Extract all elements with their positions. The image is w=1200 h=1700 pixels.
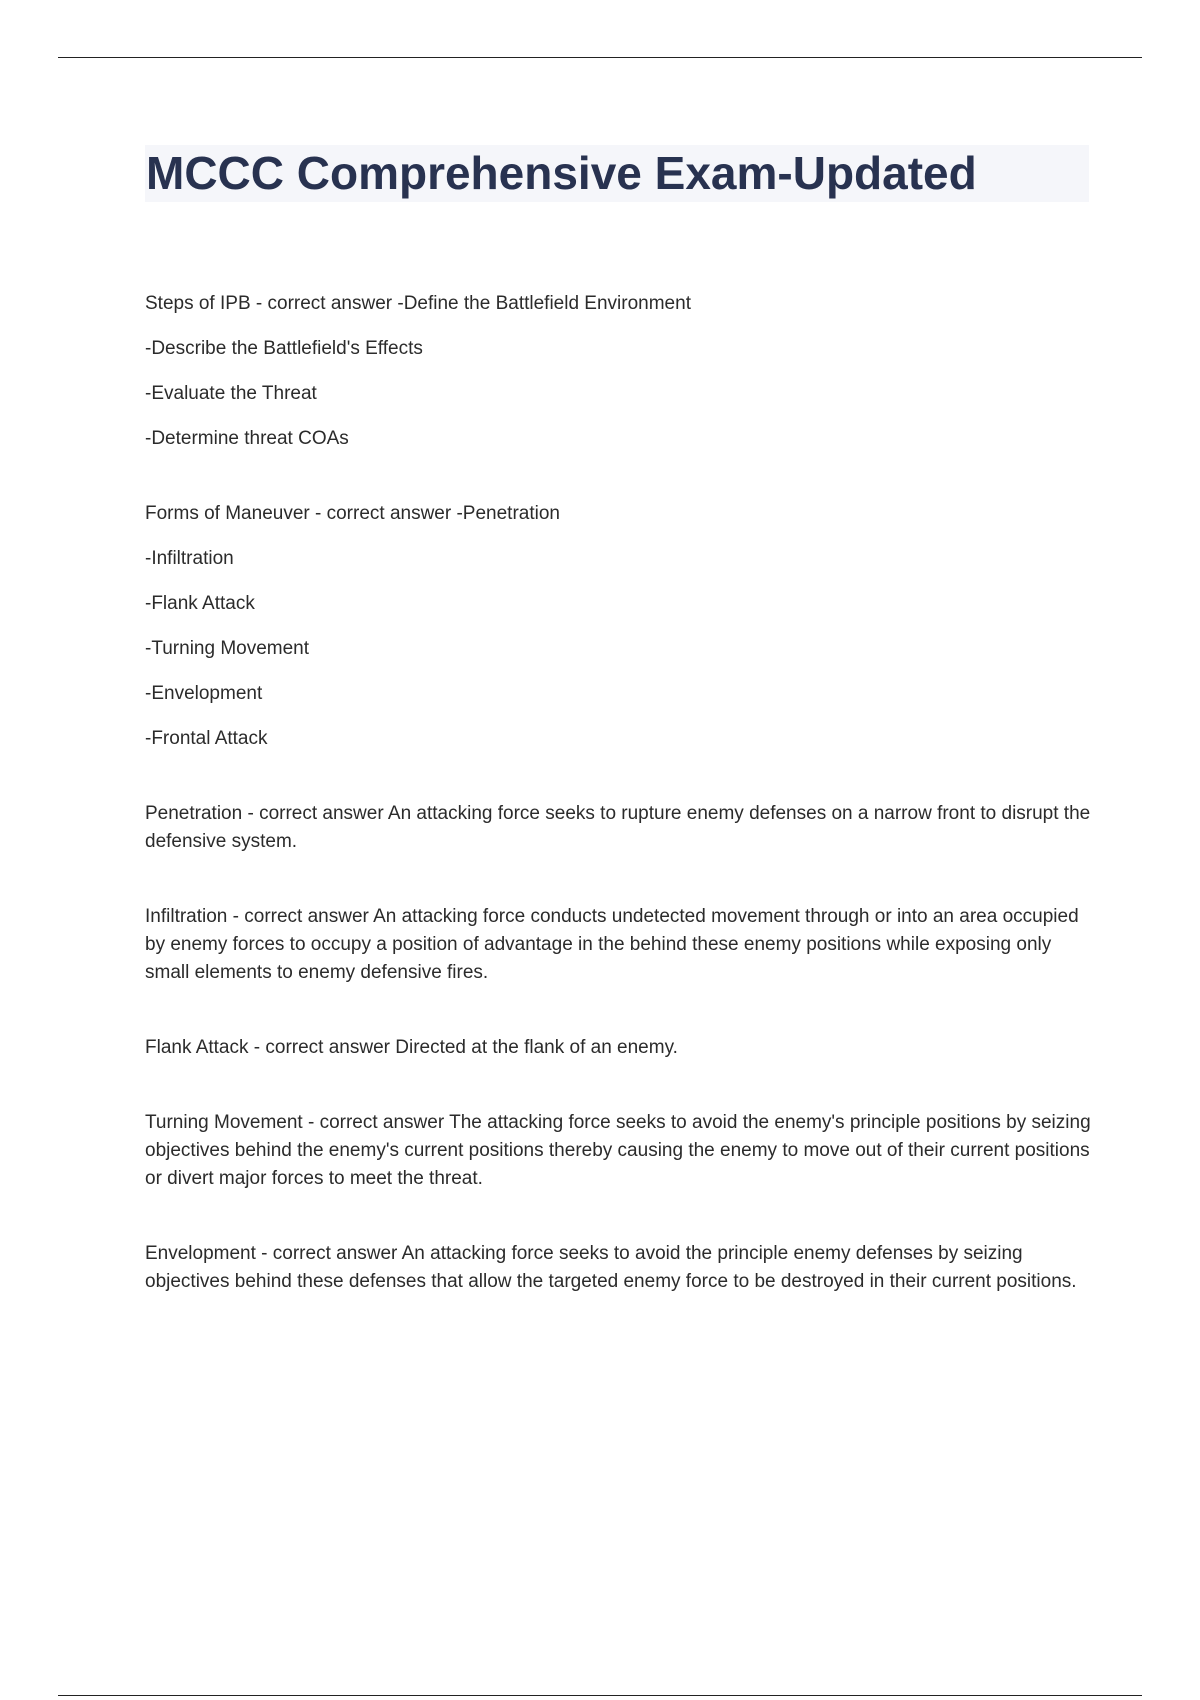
entry-line: -Infiltration (145, 548, 234, 569)
entry-text: Turning Movement - correct answer The attacking force seeks to avoid the enemy's principle positions by seizing objectives behind the enemy's current positions thereby causing the enemy to move out of their current positions or divert major forces to meet the threat. (145, 1112, 1091, 1189)
document-body (145, 290, 1095, 1343)
qa-entry-penetration (145, 800, 1095, 856)
entry-line: -Turning Movement (145, 638, 310, 659)
entry-line: -Envelopment (145, 683, 263, 704)
entry-line: -Describe the Battlefield's Effects (145, 338, 423, 359)
entry-line: -Evaluate the Threat (145, 383, 317, 404)
entry-line: -Frontal Attack (145, 728, 268, 749)
bottom-divider (58, 1695, 1142, 1696)
entry-line: Steps of IPB - correct answer -Define the Battlefield Environment (145, 293, 691, 314)
entry-line: -Flank Attack (145, 593, 255, 614)
qa-entry-steps-of-ipb (145, 290, 1095, 453)
entry-line: -Determine threat COAs (145, 428, 349, 449)
qa-entry-forms-of-maneuver (145, 500, 1095, 753)
top-divider (58, 57, 1142, 58)
qa-entry-infiltration (145, 903, 1095, 987)
entry-text: Envelopment - correct answer An attacking force seeks to avoid the principle enemy defenses by seizing objectives behind these defenses that allow the targeted enemy force to be destroyed in their current positions. (145, 1243, 1077, 1292)
entry-text: Flank Attack - correct answer Directed at the flank of an enemy. (145, 1037, 678, 1058)
qa-entry-flank-attack (145, 1034, 1095, 1062)
entry-text: Penetration - correct answer An attacking force seeks to rupture enemy defenses on a narrow front to disrupt the defensive system. (145, 803, 1091, 852)
qa-entry-turning-movement (145, 1109, 1095, 1193)
entry-line: Forms of Maneuver - correct answer -Penetration (145, 503, 560, 524)
entry-text: Infiltration - correct answer An attacking force conducts undetected movement through or into an area occupied by enemy forces to occupy a position of advantage in the behind these enemy positions while exposing only small elements to enemy defensive fires. (145, 906, 1079, 983)
qa-entry-envelopment (145, 1240, 1095, 1296)
page-title: MCCC Comprehensive Exam-Updated (146, 147, 977, 199)
